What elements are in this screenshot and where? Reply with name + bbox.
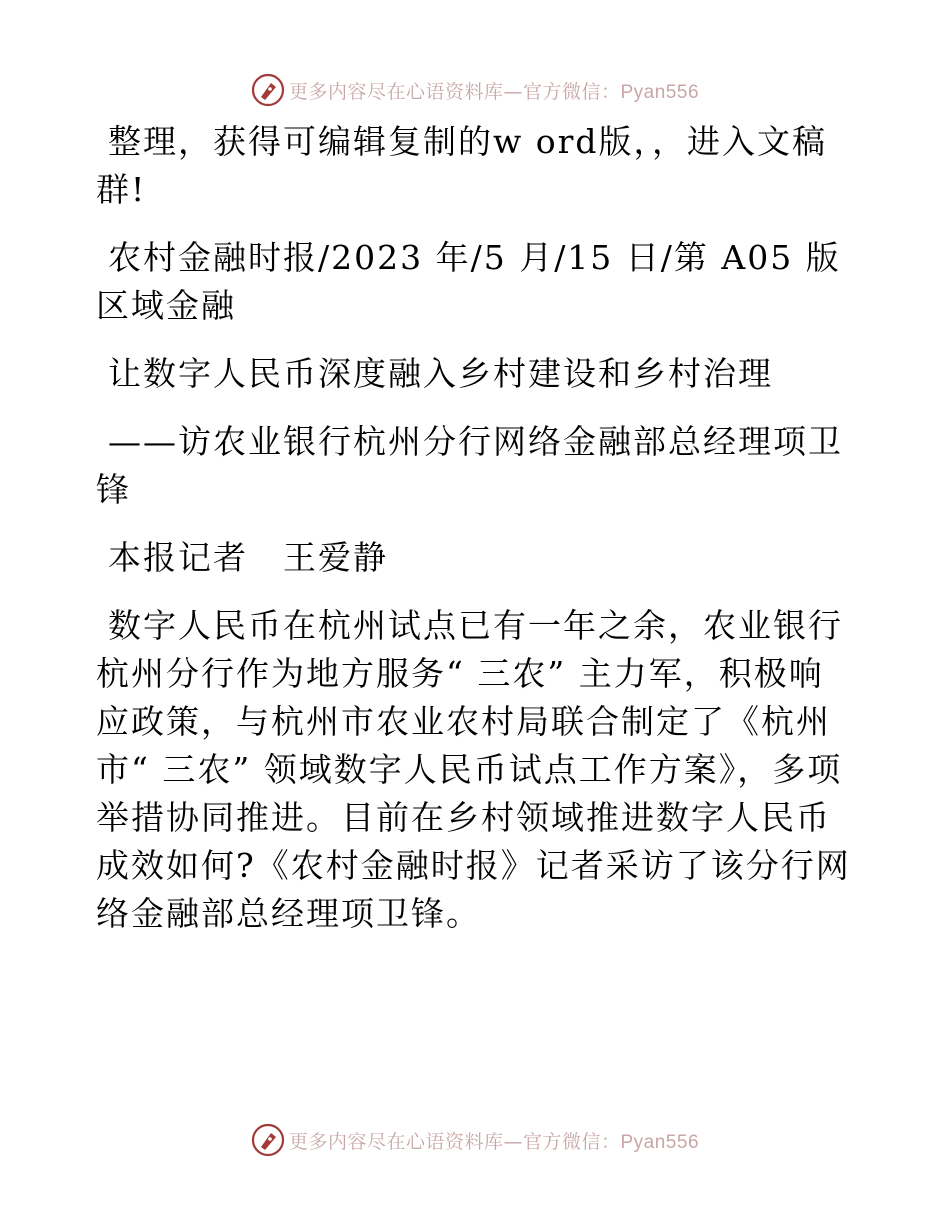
byline: 本报记者 王爱静: [108, 538, 388, 577]
watermark-handle: Pyan556: [620, 1131, 700, 1153]
intro-paragraph: 整理，获得可编辑复制的w ord版，，进入文稿群!: [96, 122, 828, 209]
watermark-footer: [0, 1120, 950, 1160]
article-title: 让数字人民币深度融入乡村建设和乡村治理: [108, 354, 773, 393]
watermark-handle: Pyan556: [620, 81, 700, 103]
watermark-text: 更多内容尽在心语资料库—官方微信：Pyan556: [288, 1130, 700, 1153]
watermark-text: 更多内容尽在心语资料库—官方微信：Pyan556: [288, 80, 700, 103]
document-body: [96, 118, 856, 958]
watermark-header: [0, 70, 950, 110]
article-subtitle: ——访农业银行杭州分行网络金融部总经理项卫锋: [96, 422, 843, 509]
source-line: 农村金融时报/2023 年/5 月/15 日/第 A05 版区域金融: [96, 238, 841, 325]
pen-nib-logo-icon: [251, 1123, 285, 1157]
body-paragraph: 数字人民币在杭州试点已有一年之余，农业银行杭州分行作为地方服务“ 三农” 主力军，积极响应政策，与杭州市农业农村局联合制定了《杭州市“ 三农” 领域数字人民币试点工作方案》，多项举措协同推进。目前在乡村领域推进数字人民币成效如何?《农村金融时报》记者采访了该分行网络金融部总经理项卫锋。: [96, 606, 851, 933]
pen-nib-logo-icon: [251, 73, 285, 107]
